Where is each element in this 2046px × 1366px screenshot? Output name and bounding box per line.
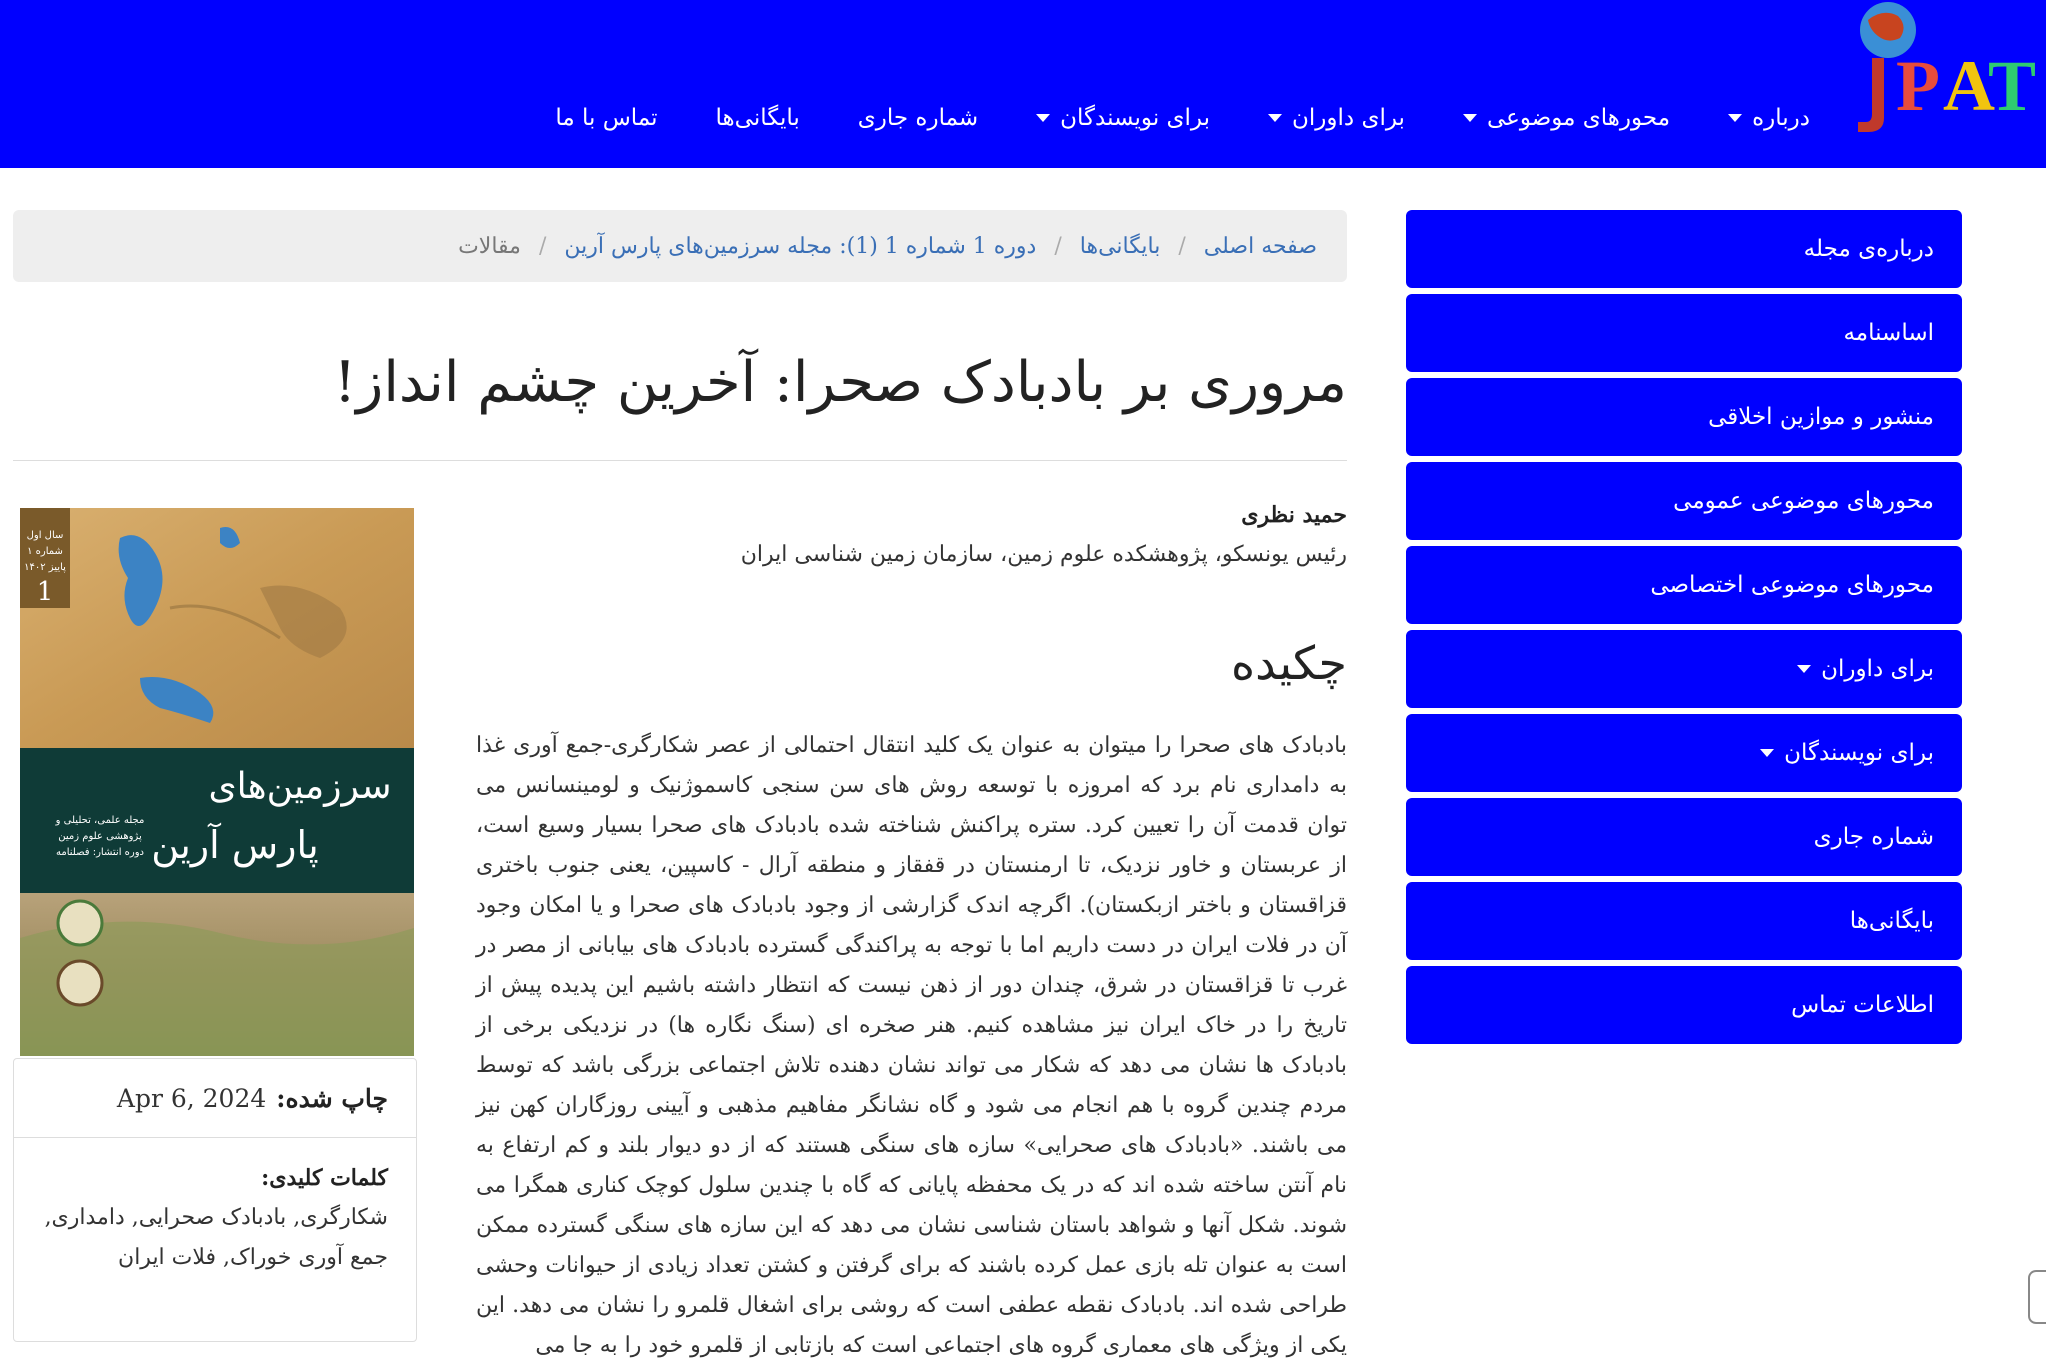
breadcrumb-issue[interactable]: دوره 1 شماره 1 (1): مجله سرزمین‌های پارس آرین bbox=[564, 233, 1037, 259]
breadcrumb-separator: / bbox=[538, 233, 547, 259]
title-divider bbox=[13, 460, 1347, 461]
breadcrumb-archives[interactable]: بایگانی‌ها bbox=[1079, 233, 1161, 259]
sidebar-item-current-issue[interactable]: شماره جاری bbox=[1406, 798, 1962, 876]
abstract-heading: چکیده bbox=[1231, 636, 1347, 690]
issue-cover-image[interactable] bbox=[20, 508, 414, 1056]
breadcrumb-separator: / bbox=[1178, 233, 1186, 259]
abstract-text: بادبادک های صحرا را میتوان به عنوان یک کلید انتقال احتمالی از عصر شکارگری-جمع آوری غذا به دامداری نام برد که امروزه با توسعه روش های سن سنجی کاسموژنیک و لومینسانس می توان قدمت آن را تعیین کرد. ستره پراکنش شناخته شده بادبادک های صحرا بسیار وسیع است، از عربستان و خاور نزدیک، تا ارمنستان در قفقاز و منطقه آرال - کاسپین، یعنی جنوب باختری قزاقستان و باختر ازبکستان). اگرچه اندک گزارشی از وجود بادبادک های صحرا و یا امکان وجود آن در فلات ایران در دست داریم اما با توجه به پراکندگی گسترده بادبادک های بیابانی از مصر در غرب تا قزاقستان در شرق، چندان دور از ذهن نیست که انتظار داشته باشیم این پدیده پیش از تاریخ را در خاک ایران نیز مشاهده کنیم. هنر صخره ای (سنگ نگاره ها) در نزدیکی برخی از بادبادک ها نشان می دهد که شکار می تواند نشان دهنده تلاش اجتماعی بزرگی باشد که توسط مردم چندین گروه با هم انجام می شود و گاه نشانگر مفاهیم مذهبی و آیینی روزگاران کهن نیز می باشند. «بادبادک های صحرایی» سازه های سنگی هستند که از دو دیوار بلند و کم ارتفاع به نام آنتن ساخته شده اند که در یک محفظه پایانی که گاه با چندین سلول کوچک کناری همگرا می شوند. شکل آنها و شواهد باستان شناسی نشان می دهد که این سازه های سنگی گسترده ممکن است به عنوان تله بازی عمل کرده باشند که برای گرفتن و کشتن تعداد زیادی از حیوانات وحشی طراحی شده اند. بادبادک نقطه عطفی است که روشی برای اشغال قلمرو را نشان می دهد. این یکی از ویژگی های معماری گروه های اجتماعی است که بازتابی از قلمرو خود را به جا می bbox=[476, 733, 1347, 1358]
cover-badge-year: سال اول bbox=[26, 530, 64, 541]
nav-archives[interactable]: بایگانی‌ها bbox=[715, 105, 800, 131]
breadcrumb-home[interactable]: صفحه اصلی bbox=[1203, 233, 1317, 259]
article-title: مروری بر بادبادک صحرا: آخرین چشم انداز! bbox=[333, 350, 1347, 415]
nav-contact[interactable]: تماس با ما bbox=[555, 105, 658, 131]
nav-about[interactable]: درباره bbox=[1728, 105, 1810, 131]
sidebar-item-reviewers[interactable]: برای داوران bbox=[1406, 630, 1962, 708]
cover-badge-number: 1 bbox=[36, 577, 54, 607]
nav-reviewers[interactable]: برای داوران bbox=[1268, 105, 1405, 131]
chevron-down-icon bbox=[1463, 114, 1477, 122]
sidebar-item-archives[interactable]: بایگانی‌ها bbox=[1406, 882, 1962, 960]
site-header bbox=[0, 0, 2046, 168]
svg-text:A: A bbox=[1943, 46, 1995, 126]
author-block bbox=[460, 502, 1347, 567]
article-meta bbox=[13, 1058, 417, 1342]
cover-subtitle-2: پژوهشی علوم زمین bbox=[58, 831, 142, 842]
cover-badge-season: پاییز ۱۴۰۲ bbox=[24, 562, 66, 573]
sidebar-item-authors[interactable]: برای نویسندگان bbox=[1406, 714, 1962, 792]
cover-title-line2: پارس آرین bbox=[151, 823, 319, 867]
sidebar-item-about-journal[interactable]: درباره‌ی مجله bbox=[1406, 210, 1962, 288]
breadcrumb-separator: / bbox=[1054, 233, 1062, 259]
keywords-block bbox=[14, 1138, 416, 1278]
nav-authors[interactable]: برای نویسندگان bbox=[1036, 105, 1210, 131]
chevron-down-icon bbox=[1797, 665, 1811, 673]
published-row bbox=[14, 1059, 416, 1138]
sidebar-item-general-topics[interactable]: محورهای موضوعی عمومی bbox=[1406, 462, 1962, 540]
journal-logo[interactable] bbox=[1838, 0, 2038, 140]
logo-letter-p: P bbox=[1896, 46, 1940, 126]
keywords-text: شکارگری, بادبادک صحرایی, دامداری, جمع آوری خوراک, فلات ایران bbox=[44, 1205, 388, 1270]
sidebar-menu bbox=[1406, 210, 1962, 1050]
keywords-label: کلمات کلیدی: bbox=[261, 1165, 388, 1191]
chevron-down-icon bbox=[1728, 114, 1742, 122]
published-date: Apr 6, 2024 bbox=[116, 1083, 267, 1113]
nav-topics[interactable]: محورهای موضوعی bbox=[1463, 105, 1670, 131]
published-label: چاپ شده: bbox=[276, 1083, 388, 1113]
author-affiliation: رئیس یونسکو، پژوهشکده علوم زمین، سازمان زمین شناسی ایران bbox=[740, 542, 1347, 567]
browser-side-icon[interactable] bbox=[2028, 1270, 2046, 1324]
cover-title-line1: سرزمین‌های bbox=[208, 766, 392, 807]
cover-subtitle-1: مجله علمی، تحلیلی و bbox=[55, 815, 145, 826]
breadcrumb bbox=[13, 210, 1347, 282]
cover-subtitle-3: دوره انتشار: فصلنامه bbox=[56, 847, 144, 858]
svg-text:T: T bbox=[1988, 46, 2037, 126]
sidebar-item-ethics[interactable]: منشور و موازین اخلاقی bbox=[1406, 378, 1962, 456]
nav-current-issue[interactable]: شماره جاری bbox=[857, 105, 979, 131]
sidebar-item-charter[interactable]: اساسنامه bbox=[1406, 294, 1962, 372]
main-nav bbox=[555, 96, 1810, 140]
sidebar-item-contact[interactable]: اطلاعات تماس bbox=[1406, 966, 1962, 1044]
chevron-down-icon bbox=[1036, 114, 1050, 122]
sidebar-item-special-topics[interactable]: محورهای موضوعی اختصاصی bbox=[1406, 546, 1962, 624]
chevron-down-icon bbox=[1760, 749, 1774, 757]
breadcrumb-current: مقالات bbox=[458, 233, 521, 259]
cover-badge-issue: شماره ۱ bbox=[27, 546, 63, 557]
chevron-down-icon bbox=[1268, 114, 1282, 122]
author-name: حمید نظری bbox=[1241, 502, 1347, 528]
